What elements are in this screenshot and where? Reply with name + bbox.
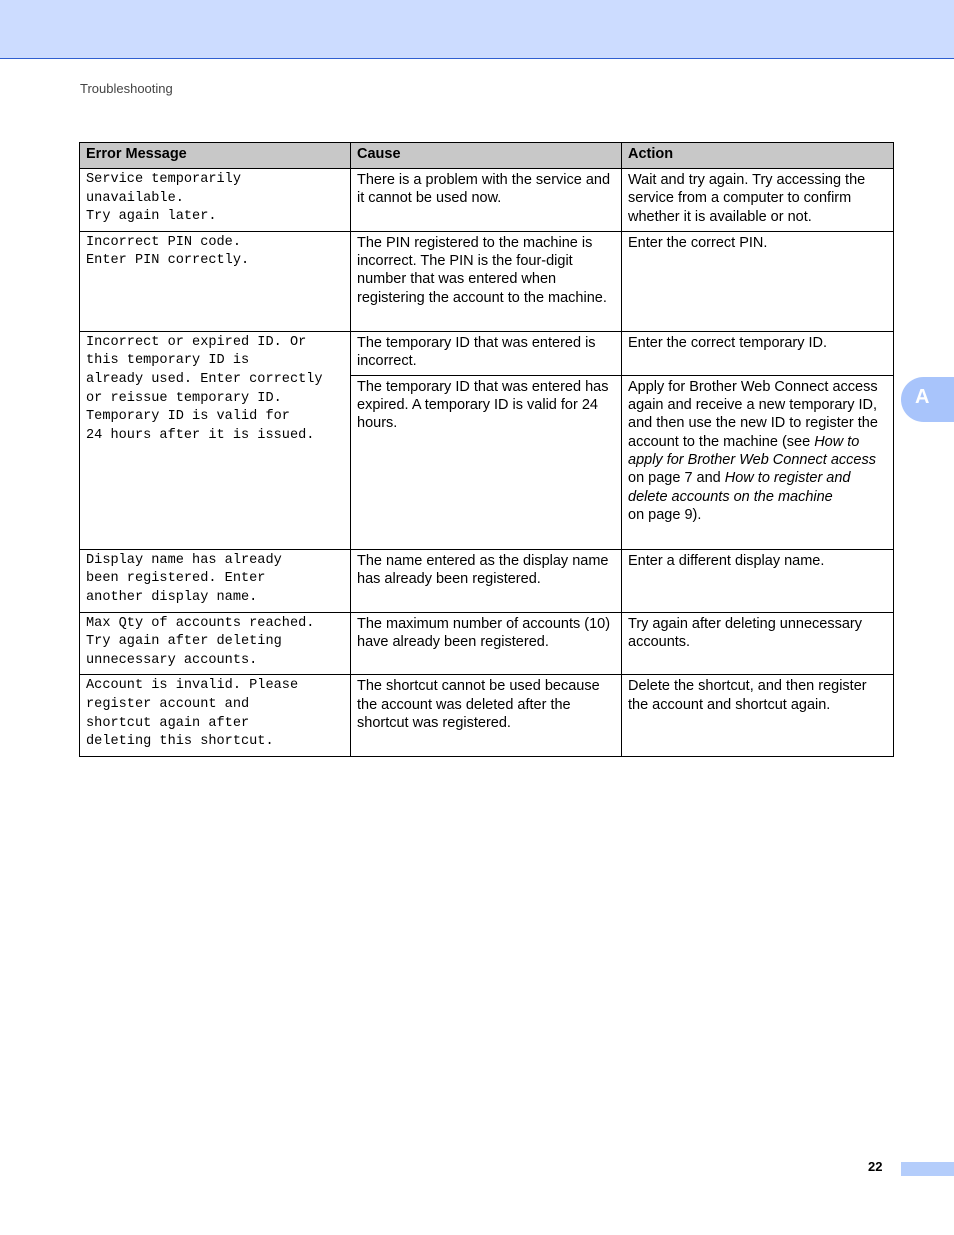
page-number-bar <box>901 1162 954 1176</box>
column-header-cause: Cause <box>351 143 622 169</box>
cause-cell: The shortcut cannot be used because the account was deleted after the shortcut was registered. <box>351 675 622 756</box>
error-message-cell: Incorrect or expired ID. Or this temporary ID is already used. Enter correctly or reissue temporary ID. Temporary ID is valid for 24 hours after it is issued. <box>80 331 351 549</box>
table-row <box>80 331 894 375</box>
cross-reference-link[interactable]: How to register and delete accounts on the machine <box>628 470 851 505</box>
column-header-error-message: Error Message <box>80 143 351 169</box>
action-text: on page 9). <box>628 506 702 523</box>
action-text: Apply for Brother Web Connect access again and receive a new temporary ID, and then use the new ID to register the account to the machine (see <box>628 378 878 450</box>
action-text: on page 7 and <box>628 470 725 487</box>
action-cell: Enter the correct temporary ID. <box>622 331 894 375</box>
table-row <box>80 612 894 675</box>
action-cell: Enter a different display name. <box>622 549 894 612</box>
cause-cell: The maximum number of accounts (10) have already been registered. <box>351 612 622 675</box>
page-number: 22 <box>868 1159 883 1174</box>
column-header-action: Action <box>622 143 894 169</box>
table-header-row <box>80 143 894 169</box>
cause-cell: The temporary ID that was entered has expired. A temporary ID is valid for 24 hours. <box>351 375 622 549</box>
error-table <box>79 142 894 757</box>
error-message-cell: Max Qty of accounts reached. Try again after deleting unnecessary accounts. <box>80 612 351 675</box>
cause-cell: The name entered as the display name has already been registered. <box>351 549 622 612</box>
action-cell <box>622 375 894 549</box>
cross-reference-link[interactable]: How to apply for Brother Web Connect access <box>628 433 876 468</box>
cause-cell: The PIN registered to the machine is incorrect. The PIN is the four-digit number that was entered when registering the account to the machine. <box>351 231 622 331</box>
action-cell: Enter the correct PIN. <box>622 231 894 331</box>
cause-cell: There is a problem with the service and it cannot be used now. <box>351 169 622 232</box>
table-row <box>80 549 894 612</box>
error-message-cell: Incorrect PIN code. Enter PIN correctly. <box>80 231 351 331</box>
top-band <box>0 0 954 59</box>
action-cell: Try again after deleting unnecessary accounts. <box>622 612 894 675</box>
action-cell: Delete the shortcut, and then register the account and shortcut again. <box>622 675 894 756</box>
error-message-cell: Account is invalid. Please register account and shortcut again after deleting this shortcut. <box>80 675 351 756</box>
chapter-tab[interactable] <box>901 377 954 422</box>
table-row <box>80 675 894 756</box>
error-message-cell: Display name has already been registered. Enter another display name. <box>80 549 351 612</box>
table-row <box>80 169 894 232</box>
chapter-tab-label: A <box>915 386 930 408</box>
cause-cell: The temporary ID that was entered is incorrect. <box>351 331 622 375</box>
action-cell: Wait and try again. Try accessing the service from a computer to confirm whether it is available or not. <box>622 169 894 232</box>
section-title: Troubleshooting <box>80 81 173 96</box>
table-row <box>80 231 894 331</box>
error-message-cell: Service temporarily unavailable. Try again later. <box>80 169 351 232</box>
